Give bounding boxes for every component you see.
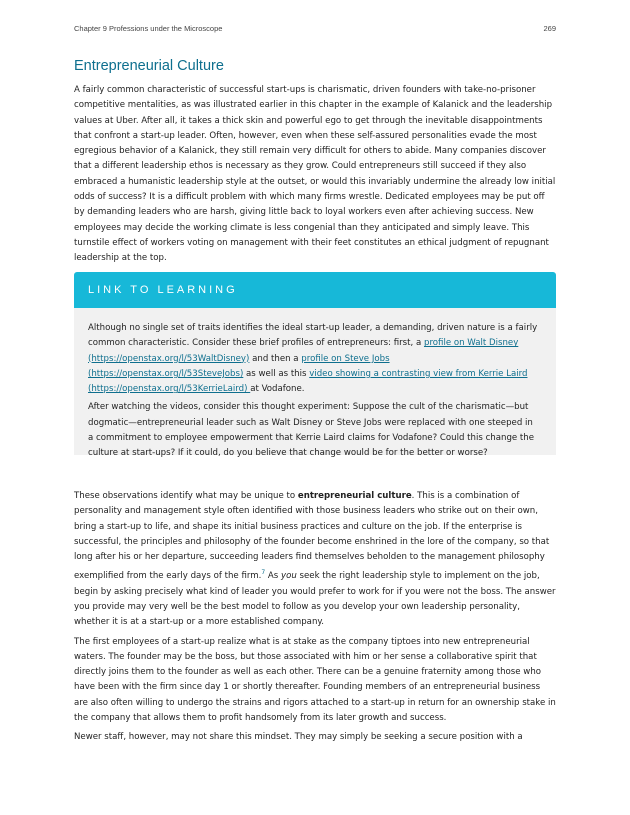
link-to-learning-heading: LINK TO LEARNING [74, 272, 556, 308]
body-p1-text-1: These observations identify what may be unique to [74, 491, 298, 501]
body-p1-text-3: As [265, 571, 282, 582]
chapter-title: Chapter 9 Professions under the Microscope [74, 24, 223, 33]
link-to-learning-box [74, 272, 556, 459]
body-paragraph-1 [74, 489, 556, 631]
link-p1-text-1: Although no single set of traits identifies the ideal start-up leader, a demanding, driven nature is a fairly common characteristic. Consider these brief profiles of entrepreneurs: first, a [88, 323, 538, 349]
intro-paragraph: A fairly common characteristic of successful start-ups is charismatic, driven founders with take-no-prisoner competitive mentalities, as was illustrated earlier in this chapter in the example of Kalanick and the leadership values at Uber. After all, it takes a thick skin and powerful ego to get through the inevitable disappointments that confront a start-up leader. Often, however, even when these self-assured personalities evade the most egregious behavior of a Kalanick, they still remain very difficult for others to abide. Many companies discover that a different leadership ethos is necessary as they grow. Could entrepreneurs still succeed if they also embraced a humanistic leadership style at the outset, or would this invariably undermine the already low initial odds of success? It is a difficult problem with which many firms wrestle. Dedicated employees may be put off by demanding leaders who are harsh, giving little back to loyal workers even after achieving success. New employees may decide the working climate is less congenial than they anticipated and simply leave. This turnstile effect of workers voting on management with their feet constitutes an ethical judgment of repugnant leadership at the top. [74, 85, 556, 264]
key-term-entrepreneurial-culture: entrepreneurial culture [297, 491, 412, 501]
body-p1-italic: you [281, 571, 297, 582]
body-section [74, 489, 556, 750]
intro-section [74, 83, 556, 267]
link-p1-text-3: as well as this [243, 368, 310, 379]
body-p1-text-4: seek the right leadership style to implement on the job, begin by asking precisely what kind of leader you would prefer to work for if you were not the boss. The answer you provide may very well be the best model to follow as you develop your own leadership personality, whether it is at a start-up or a more established company. [74, 571, 556, 628]
page-number: 269 [543, 24, 556, 33]
link-p1-text-4: at Vodafone. [250, 384, 305, 395]
body-p1-text-2: . This is a combination of personality and management style often identified with those business leaders who strike out on their own, bring a start-up to life, and shape its initial business practices and culture on the job. If the enterprise is successful, the principles and philosophy of the founder become enshrined in the lore of the company, so that long after his or her departure, succeeding leaders find themselves beholden to the management philosophy exemplified from the early days of the firm. [74, 491, 550, 582]
walt-disney-profile-link[interactable]: profile on Walt Disney (https://openstax.org/l/53WaltDisney) [88, 338, 519, 364]
body-paragraph-3: Newer staff, however, may not share this mindset. They may simply be seeking a secure position with a [74, 732, 523, 743]
link-paragraph-2: After watching the videos, consider this thought experiment: Suppose the cult of the charismatic—but dogmatic—entrepreneurial leader such as Walt Disney or Steve Jobs were replaced with one steeped in a commitment to employee empowerment that Kerrie Laird claims for Vodafone? Could this change the culture at start-ups? If it could, do you believe that change would be for the better or worse? [88, 402, 535, 459]
link-p1-text-2: and then a [249, 353, 302, 364]
link-paragraph-1 [88, 321, 540, 397]
body-paragraph-2: The first employees of a start-up realize what is at stake as the company tiptoes into new entrepreneurial waters. The founder may be the boss, but those associated with him or her sense a collaborative spirit that directly joins them to the founder as well as each other. There can be a genuine fraternity among those who have been with the firm since day 1 or shortly thereafter. Founding members of an entrepreneurial business are also often willing to undergo the strains and rigors attached to a start-up in return for an ownership stake in the company that allows them to profit handsomely from its later growth and success. [74, 636, 556, 724]
link-to-learning-body [74, 308, 556, 459]
footnote-marker[interactable]: 7 [261, 569, 266, 577]
steve-jobs-profile-link[interactable]: profile on Steve Jobs (https://openstax.org/l/53SteveJobs) [88, 353, 390, 379]
section-title: Entrepreneurial Culture [74, 58, 224, 74]
running-header [74, 24, 556, 33]
kerrie-laird-video-link[interactable]: video showing a contrasting view from Kerrie Laird (https://openstax.org/l/53KerrieLaird) [88, 368, 528, 395]
